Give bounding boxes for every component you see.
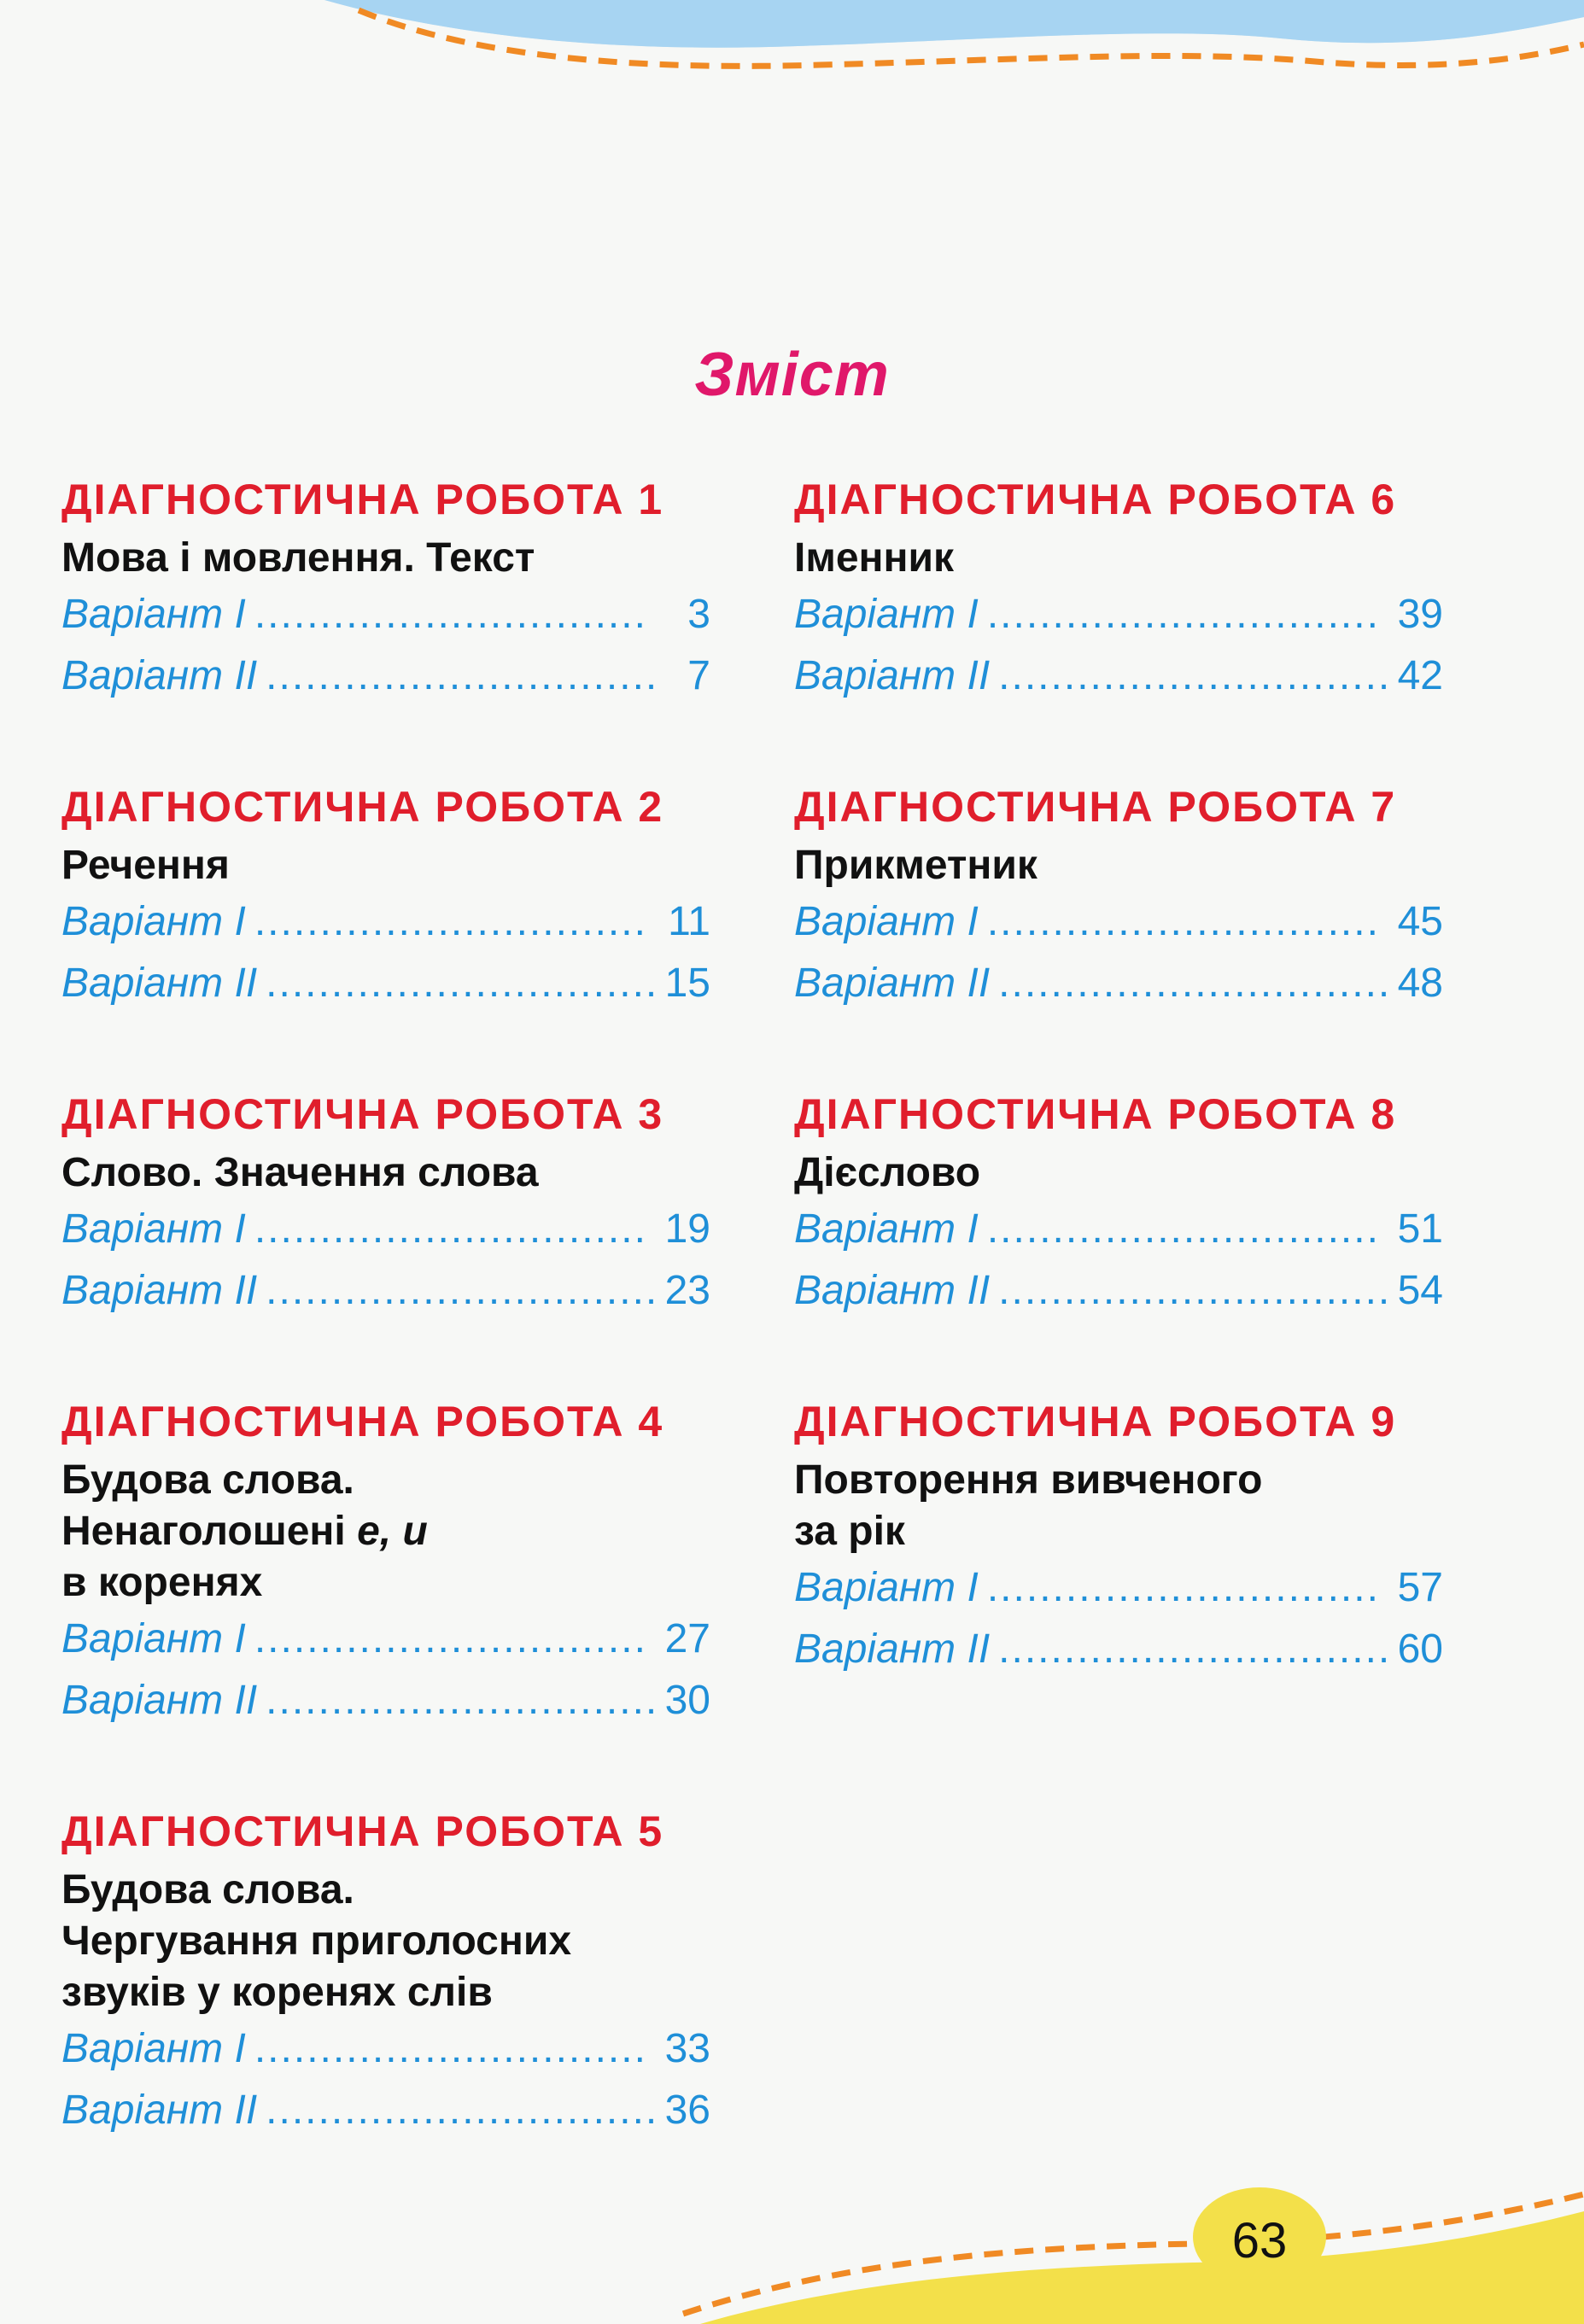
dot-leader: .............................. <box>998 653 1392 698</box>
variant-label: Варіант I <box>61 2026 246 2071</box>
variant-label: Варіант I <box>61 1206 246 1252</box>
toc-section-6 <box>794 471 1443 707</box>
dot-leader: .............................. <box>986 1565 1380 1610</box>
toc-entry[interactable] <box>794 584 1443 645</box>
section-topic <box>61 1455 710 1609</box>
dot-leader: .............................. <box>998 961 1392 1006</box>
page-ref: 30 <box>664 1678 710 1723</box>
toc-entry[interactable] <box>61 584 710 645</box>
dot-leader: .............................. <box>254 1206 647 1252</box>
toc-entry[interactable] <box>61 1609 710 1670</box>
variant-label: Варіант II <box>61 961 258 1006</box>
toc-section-4 <box>61 1393 710 1731</box>
variant-label: Варіант II <box>61 2088 258 2133</box>
dot-leader: .............................. <box>254 592 647 637</box>
section-topic: Дієслово <box>794 1150 981 1195</box>
toc-section-8 <box>794 1086 1443 1322</box>
page-ref: 39 <box>1397 592 1443 637</box>
toc-section-9 <box>794 1393 1443 1680</box>
variant-label: Варіант II <box>61 653 258 698</box>
section-topic: Іменник <box>794 535 955 581</box>
section-heading: ДІАГНОСТИЧНА РОБОТА 4 <box>61 1398 664 1445</box>
toc-entry[interactable] <box>61 2018 710 2080</box>
page-ref: 60 <box>1397 1626 1443 1672</box>
toc-entry[interactable] <box>794 1557 1443 1619</box>
page-ref: 51 <box>1397 1206 1443 1252</box>
dot-leader: .............................. <box>254 2026 647 2071</box>
section-topic: Слово. Значення слова <box>61 1150 539 1195</box>
variant-label: Варіант II <box>794 1626 991 1672</box>
toc-section-7 <box>794 779 1443 1014</box>
section-topic: Мова і мовлення. Текст <box>61 535 535 581</box>
section-topic <box>61 1865 710 2018</box>
page-ref: 42 <box>1397 653 1443 698</box>
dot-leader: .............................. <box>254 899 647 944</box>
toc-entry[interactable] <box>794 645 1443 707</box>
variant-label: Варіант I <box>794 592 979 637</box>
topic-line <box>61 1506 710 1557</box>
section-heading: ДІАГНОСТИЧНА РОБОТА 2 <box>61 783 664 831</box>
section-topic: Прикметник <box>794 843 1037 888</box>
page-ref: 27 <box>664 1616 710 1661</box>
section-heading: ДІАГНОСТИЧНА РОБОТА 6 <box>794 476 1397 523</box>
toc-entry[interactable] <box>794 1619 1443 1680</box>
toc-column-right <box>794 471 1443 1680</box>
topic-letters: е, и <box>357 1509 428 1554</box>
dot-leader: .............................. <box>254 1616 647 1661</box>
variant-label: Варіант II <box>794 1268 991 1313</box>
variant-label: Варіант I <box>794 1565 979 1610</box>
variant-label: Варіант I <box>794 899 979 944</box>
dot-leader: .............................. <box>266 1268 659 1313</box>
toc-section-5 <box>61 1803 710 2141</box>
toc-entry[interactable] <box>61 891 710 953</box>
dot-leader: .............................. <box>986 899 1380 944</box>
variant-label: Варіант I <box>61 1616 246 1661</box>
page-ref: 54 <box>1397 1268 1443 1313</box>
section-heading: ДІАГНОСТИЧНА РОБОТА 8 <box>794 1090 1397 1138</box>
dot-leader: .............................. <box>266 961 659 1006</box>
toc-column-left <box>61 471 710 2141</box>
variant-label: Варіант II <box>61 1678 258 1723</box>
topic-line-text: Ненаголошені <box>61 1509 358 1554</box>
page-title: Зміст <box>694 341 890 410</box>
page-number: 63 <box>1231 2213 1288 2269</box>
variant-label: Варіант II <box>794 653 991 698</box>
top-wave-decoration <box>0 0 1584 111</box>
topic-line: за рік <box>794 1509 905 1554</box>
dot-leader: .............................. <box>986 1206 1380 1252</box>
variant-label: Варіант II <box>794 961 991 1006</box>
topic-line: Повторення вивченого <box>794 1457 1263 1503</box>
dot-leader: .............................. <box>986 592 1380 637</box>
page-ref: 45 <box>1397 899 1443 944</box>
toc-entry[interactable] <box>61 1670 710 1731</box>
section-heading: ДІАГНОСТИЧНА РОБОТА 1 <box>61 476 664 523</box>
page-ref: 3 <box>687 592 710 637</box>
section-heading: ДІАГНОСТИЧНА РОБОТА 9 <box>794 1398 1397 1445</box>
toc-entry[interactable] <box>61 953 710 1014</box>
page-ref: 23 <box>664 1268 710 1313</box>
page-ref: 19 <box>664 1206 710 1252</box>
topic-line: Будова слова. <box>61 1867 354 1912</box>
toc-entry[interactable] <box>794 1260 1443 1322</box>
dot-leader: .............................. <box>998 1268 1392 1313</box>
page-ref: 33 <box>664 2026 710 2071</box>
toc-entry[interactable] <box>794 953 1443 1014</box>
topic-line: звуків у коренях слів <box>61 1970 493 2015</box>
toc-entry[interactable] <box>794 891 1443 953</box>
page-ref: 11 <box>668 899 710 944</box>
toc-entry[interactable] <box>61 2080 710 2141</box>
topic-line: в коренях <box>61 1560 263 1605</box>
page-ref: 36 <box>664 2088 710 2133</box>
toc-section-2 <box>61 779 710 1014</box>
section-heading: ДІАГНОСТИЧНА РОБОТА 3 <box>61 1090 664 1138</box>
toc-entry[interactable] <box>61 645 710 707</box>
variant-label: Варіант I <box>61 899 246 944</box>
dot-leader: .............................. <box>998 1626 1392 1672</box>
page-ref: 57 <box>1397 1565 1443 1610</box>
variant-label: Варіант I <box>61 592 246 637</box>
topic-line: Чергування приголосних <box>61 1918 572 1964</box>
toc-section-1 <box>61 471 710 707</box>
dot-leader: .............................. <box>266 1678 659 1723</box>
toc-entry[interactable] <box>61 1199 710 1260</box>
section-heading: ДІАГНОСТИЧНА РОБОТА 5 <box>61 1807 664 1855</box>
section-topic: Речення <box>61 843 230 888</box>
section-topic <box>794 1455 1443 1557</box>
page-ref: 48 <box>1397 961 1443 1006</box>
toc-entry[interactable] <box>61 1260 710 1322</box>
toc-entry[interactable] <box>794 1199 1443 1260</box>
topic-line: Будова слова. <box>61 1457 354 1503</box>
dot-leader: .............................. <box>266 653 659 698</box>
variant-label: Варіант I <box>794 1206 979 1252</box>
page-ref: 7 <box>687 653 710 698</box>
variant-label: Варіант II <box>61 1268 258 1313</box>
dot-leader: .............................. <box>266 2088 659 2133</box>
bottom-wave-decoration <box>0 2186 1584 2324</box>
section-heading: ДІАГНОСТИЧНА РОБОТА 7 <box>794 783 1397 831</box>
toc-section-3 <box>61 1086 710 1322</box>
page-ref: 15 <box>664 961 710 1006</box>
